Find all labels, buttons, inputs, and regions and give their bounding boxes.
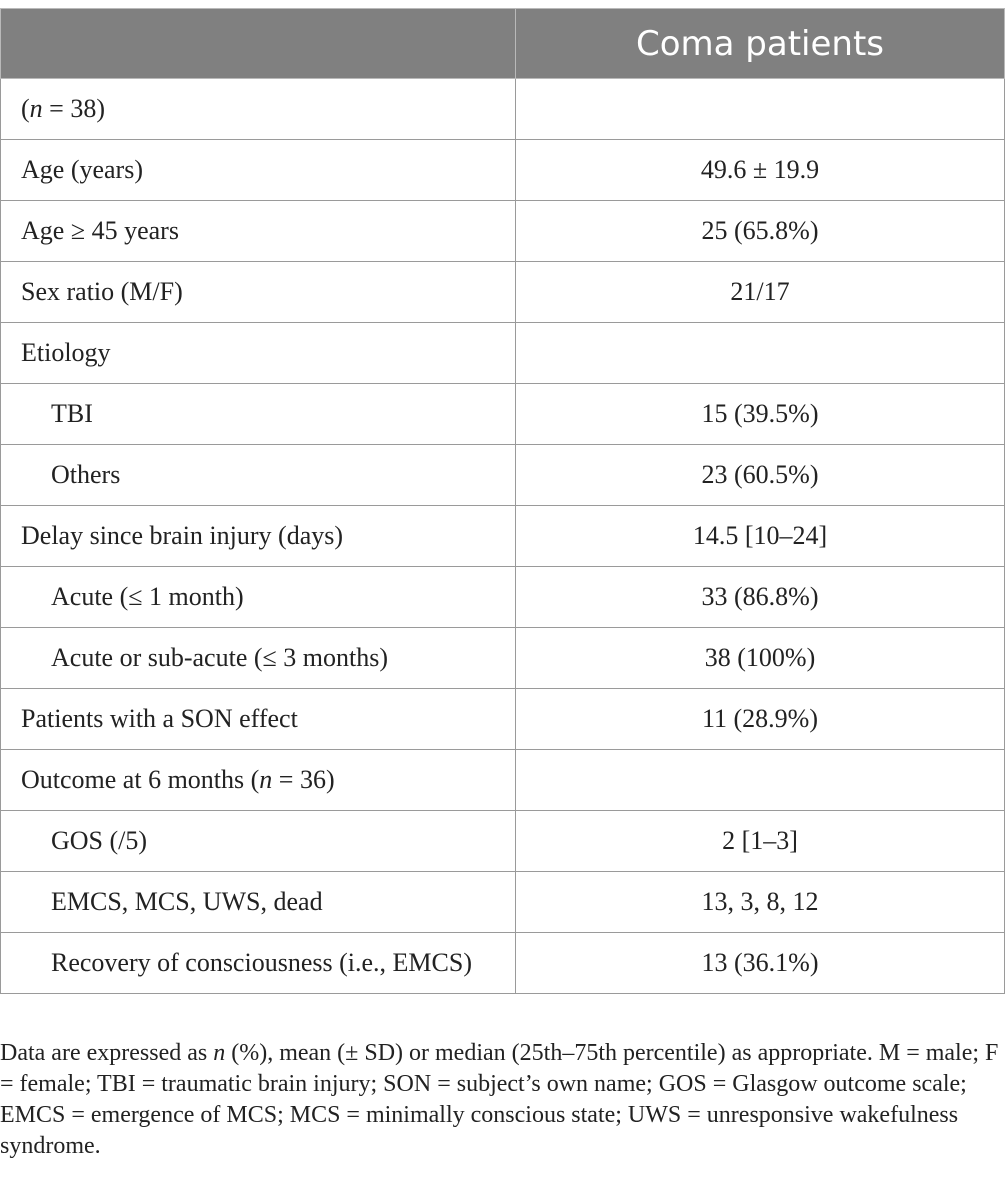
table-row xyxy=(1,750,1005,811)
table-row xyxy=(1,872,1005,933)
header-label-cell xyxy=(1,9,516,79)
row-value: 49.6 ± 19.9 xyxy=(516,140,1005,201)
table-row xyxy=(1,262,1005,323)
table-body xyxy=(1,79,1005,994)
table-row xyxy=(1,506,1005,567)
row-value: 2 [1–3] xyxy=(516,811,1005,872)
row-value: 25 (65.8%) xyxy=(516,201,1005,262)
table-row xyxy=(1,628,1005,689)
table-row xyxy=(1,933,1005,994)
row-label: Recovery of consciousness (i.e., EMCS) xyxy=(1,933,516,994)
row-value xyxy=(516,79,1005,140)
header-coma-patients: Coma patients xyxy=(516,9,1005,79)
row-value: 13 (36.1%) xyxy=(516,933,1005,994)
table-row xyxy=(1,140,1005,201)
table-row xyxy=(1,384,1005,445)
row-value: 15 (39.5%) xyxy=(516,384,1005,445)
table-row xyxy=(1,445,1005,506)
row-label: Acute (≤ 1 month) xyxy=(1,567,516,628)
row-label: Sex ratio (M/F) xyxy=(1,262,516,323)
row-value: 38 (100%) xyxy=(516,628,1005,689)
table-row xyxy=(1,79,1005,140)
table-row xyxy=(1,567,1005,628)
row-label: Age (years) xyxy=(1,140,516,201)
table-footnote xyxy=(0,1038,1000,1162)
table-row xyxy=(1,689,1005,750)
patient-characteristics-table xyxy=(0,8,1005,994)
table-row xyxy=(1,323,1005,384)
row-label: Patients with a SON effect xyxy=(1,689,516,750)
row-value xyxy=(516,323,1005,384)
row-value: 21/17 xyxy=(516,262,1005,323)
row-value: 14.5 [10–24] xyxy=(516,506,1005,567)
row-value xyxy=(516,750,1005,811)
row-label: EMCS, MCS, UWS, dead xyxy=(1,872,516,933)
table-container xyxy=(0,8,1005,994)
row-label: Delay since brain injury (days) xyxy=(1,506,516,567)
row-label: Etiology xyxy=(1,323,516,384)
row-value: 33 (86.8%) xyxy=(516,567,1005,628)
row-label: Age ≥ 45 years xyxy=(1,201,516,262)
footnote-text: Data are expressed as n (%), mean (± SD) or median (25th–75th percentile) as appropriate. M = male; F = female; TBI = traumatic brain injury; SON = subject’s own name; GOS = Glasgow outcome scale; EMCS = emergence of MCS; MCS = minimally conscious state; UWS = unresponsive wakefulness syndrome. xyxy=(0,1040,999,1159)
row-label: TBI xyxy=(1,384,516,445)
row-label: (n = 38) xyxy=(1,79,516,140)
row-label: Acute or sub-acute (≤ 3 months) xyxy=(1,628,516,689)
row-label: Others xyxy=(1,445,516,506)
table-row xyxy=(1,811,1005,872)
table-row xyxy=(1,201,1005,262)
table-header-row xyxy=(1,9,1005,79)
row-value: 13, 3, 8, 12 xyxy=(516,872,1005,933)
row-label: Outcome at 6 months (n = 36) xyxy=(1,750,516,811)
row-label: GOS (/5) xyxy=(1,811,516,872)
row-value: 23 (60.5%) xyxy=(516,445,1005,506)
row-value: 11 (28.9%) xyxy=(516,689,1005,750)
